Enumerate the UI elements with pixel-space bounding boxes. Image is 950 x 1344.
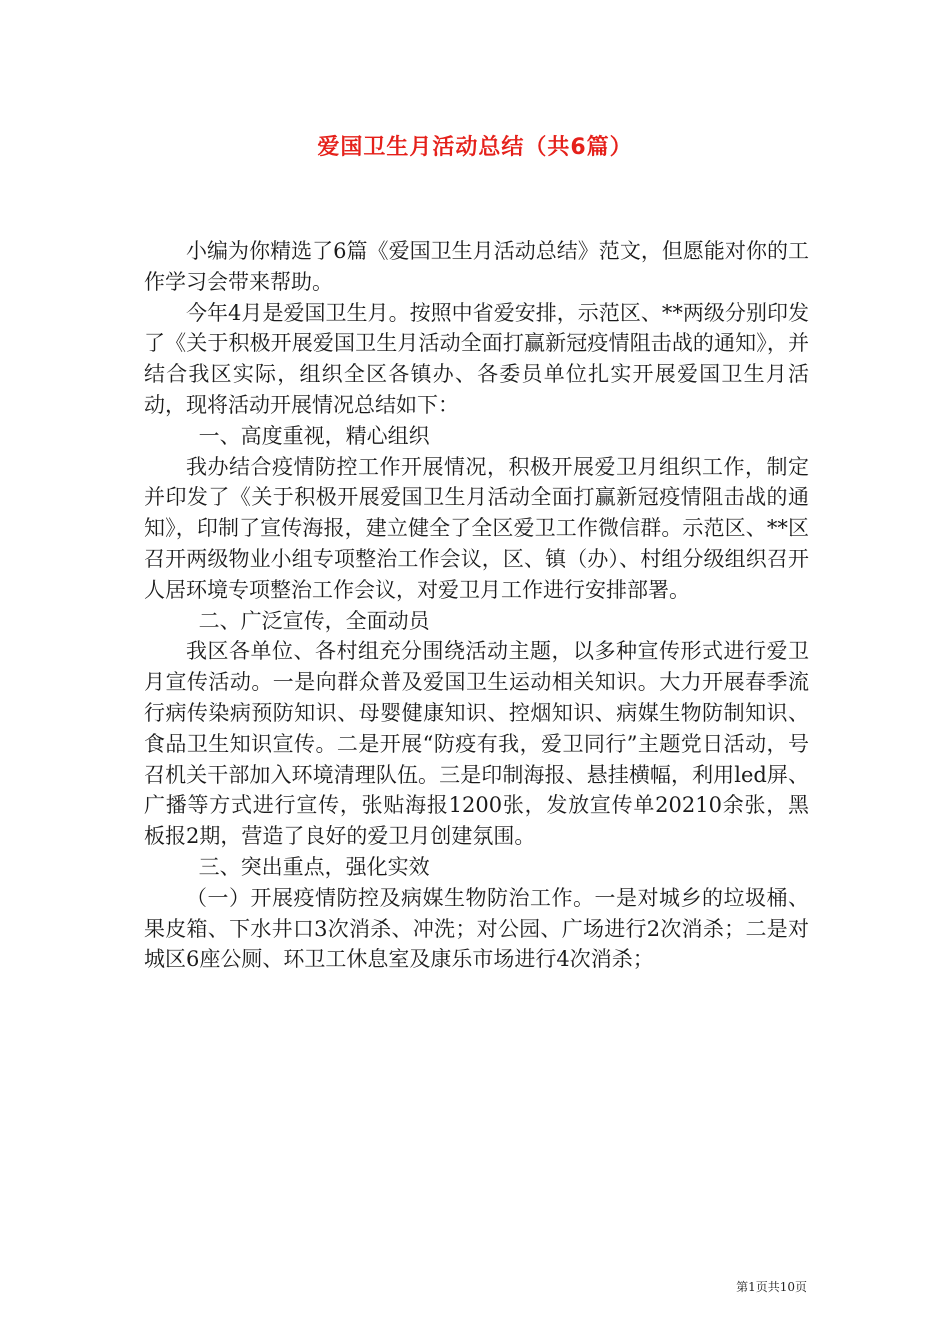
document-body (144, 236, 809, 975)
intro-paragraph: 小编为你精选了6篇《爱国卫生月活动总结》范文，但愿能对你的工作学习会带来帮助。 (144, 239, 809, 294)
section-heading-3: 三、突出重点，强化实效 (198, 854, 430, 879)
page-number-footer: 第1页共10页 (736, 1280, 807, 1294)
section-heading-1: 一、高度重视，精心组织 (198, 423, 430, 448)
section-3-subparagraph-1: （一）开展疫情防控及病媒生物防治工作。一是对城乡的垃圾桶、果皮箱、下水井口3次消杀、冲洗；对公园、广场进行2次消杀；二是对城区6座公厕、环卫工休息室及康乐市场进行4次消杀； (144, 885, 809, 972)
section-heading-2: 二、广泛宣传，全面动员 (198, 608, 430, 633)
section-2-paragraph: 我区各单位、各村组充分围绕活动主题，以多种宣传形式进行爱卫月宣传活动。一是向群众普及爱国卫生运动相关知识。大力开展春季流行病传染病预防知识、母婴健康知识、控烟知识、病媒生物防制知识、食品卫生知识宣传。二是开展“防疫有我，爱卫同行”主题党日活动，号召机关干部加入环境清理队伍。三是印制海报、悬挂横幅，利用led屏、广播等方式进行宣传，张贴海报1200张，发放宣传单20210余张，黑板报2期，营造了良好的爱卫月创建氛围。 (144, 639, 809, 849)
document-title: 爱国卫生月活动总结（共6篇） (317, 135, 633, 160)
summary-paragraph: 今年4月是爱国卫生月。按照中省爱安排，示范区、**两级分别印发了《关于积极开展爱国卫生月活动全面打赢新冠疫情阻击战的通知》，并结合我区实际，组织全区各镇办、各委员单位扎实开展爱国卫生月活动，现将活动开展情况总结如下： (144, 300, 809, 417)
section-1-paragraph: 我办结合疫情防控工作开展情况，积极开展爱卫月组织工作，制定并印发了《关于积极开展爱国卫生月活动全面打赢新冠疫情阻击战的通知》，印制了宣传海报，建立健全了全区爱卫工作微信群。示范区、**区召开两级物业小组专项整治工作会议，区、镇（办）、村组分级组织召开人居环境专项整治工作会议，对爱卫月工作进行安排部署。 (144, 454, 809, 602)
